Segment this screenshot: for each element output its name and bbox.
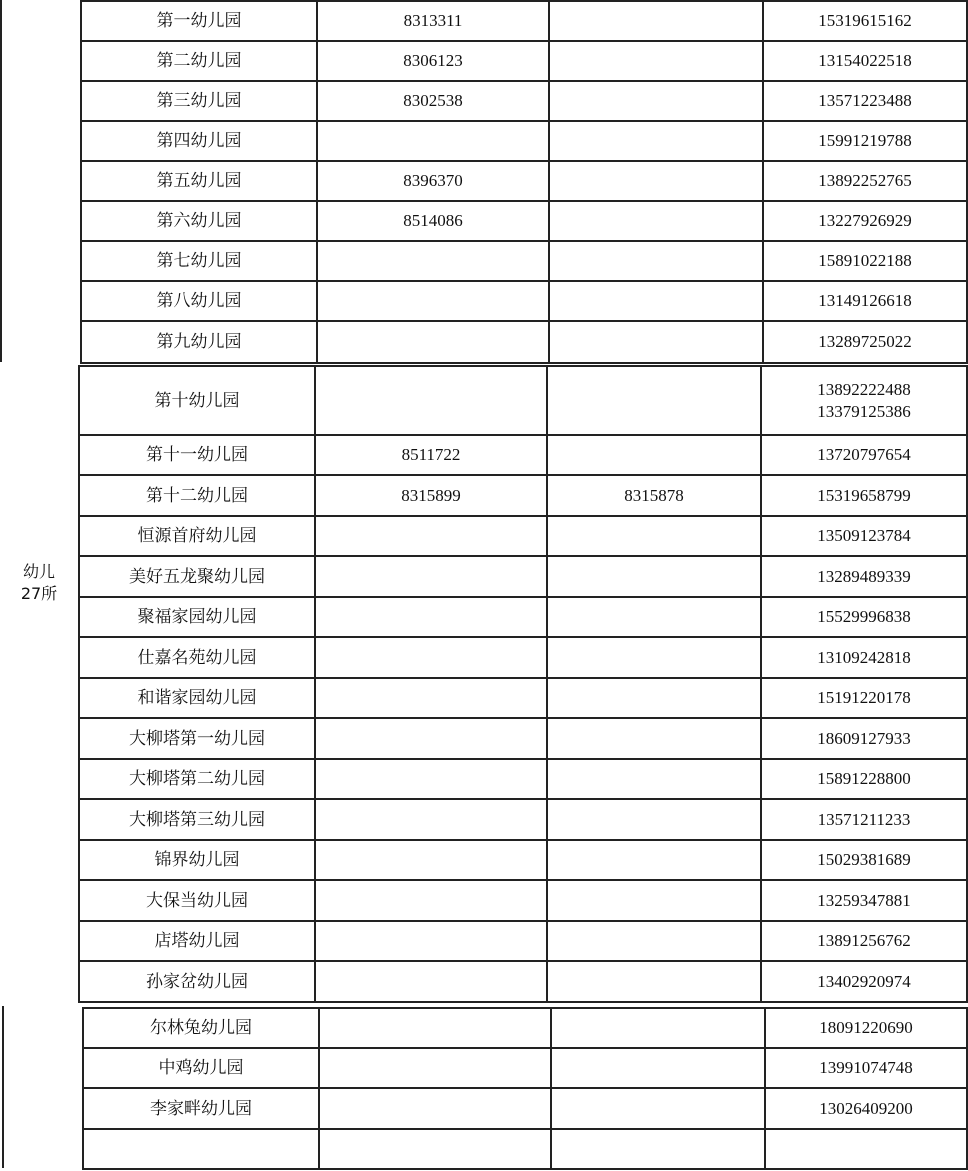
mobile-number: 13026409200 bbox=[819, 1098, 913, 1118]
table-row bbox=[79, 880, 967, 921]
table-row bbox=[79, 799, 967, 840]
category-line2: 27所 bbox=[20, 584, 58, 603]
mobile-phone-cell bbox=[763, 121, 967, 161]
table-row bbox=[81, 281, 967, 321]
mobile-number: 15319658799 bbox=[817, 485, 911, 505]
mobile-number: 15191220178 bbox=[817, 688, 911, 707]
mobile-phone-cell bbox=[761, 516, 967, 556]
mobile-phone-cell bbox=[765, 1129, 967, 1169]
table-row bbox=[83, 1008, 967, 1048]
mobile-phone-cell bbox=[765, 1088, 967, 1129]
landline-phone-cell bbox=[315, 366, 547, 435]
table-row bbox=[81, 321, 967, 363]
kindergarten-name-cell: 恒源首府幼儿园 bbox=[79, 516, 315, 556]
second-phone-cell bbox=[549, 281, 763, 321]
second-phone-cell: 8315878 bbox=[547, 475, 761, 516]
kindergarten-name-cell: 大柳塔第三幼儿园 bbox=[79, 799, 315, 840]
landline-phone-cell bbox=[319, 1048, 551, 1088]
second-phone-cell bbox=[547, 556, 761, 597]
kindergarten-name-cell: 仕嘉名苑幼儿园 bbox=[79, 637, 315, 678]
second-phone-cell bbox=[549, 321, 763, 363]
second-phone-cell bbox=[547, 718, 761, 759]
left-border-seg3 bbox=[2, 1006, 4, 1168]
mobile-phone-cell bbox=[761, 556, 967, 597]
kindergarten-name-cell: 第九幼儿园 bbox=[81, 321, 317, 363]
second-phone-cell bbox=[549, 121, 763, 161]
second-phone-cell bbox=[547, 840, 761, 880]
mobile-number: 13259347881 bbox=[817, 890, 911, 910]
second-phone-cell bbox=[549, 241, 763, 281]
kindergarten-name-cell: 中鸡幼儿园 bbox=[83, 1048, 319, 1088]
second-phone-cell bbox=[547, 880, 761, 921]
kindergarten-name-cell: 第三幼儿园 bbox=[81, 81, 317, 121]
landline-phone-cell bbox=[315, 637, 547, 678]
mobile-phone-cell bbox=[763, 41, 967, 81]
mobile-number: 13991074748 bbox=[819, 1058, 913, 1077]
mobile-phone-cell bbox=[761, 475, 967, 516]
table-row bbox=[79, 759, 967, 799]
category-line1: 幼儿 bbox=[22, 562, 55, 581]
second-phone-cell bbox=[547, 799, 761, 840]
table-row bbox=[83, 1129, 967, 1169]
kindergarten-name-cell: 锦界幼儿园 bbox=[79, 840, 315, 880]
second-phone-cell bbox=[547, 637, 761, 678]
mobile-phone-cell bbox=[761, 637, 967, 678]
mobile-number: 13149126618 bbox=[818, 291, 912, 310]
landline-phone-cell bbox=[315, 718, 547, 759]
mobile-phone-cell bbox=[765, 1048, 967, 1088]
table-row bbox=[79, 475, 967, 516]
table-row bbox=[79, 366, 967, 435]
mobile-number: 13289725022 bbox=[818, 332, 912, 351]
kindergarten-name-cell: 尔林兔幼儿园 bbox=[83, 1008, 319, 1048]
landline-phone-cell bbox=[317, 121, 549, 161]
landline-phone-cell: 8315899 bbox=[315, 475, 547, 516]
mobile-number: 13571211233 bbox=[817, 809, 911, 829]
mobile-phone-cell bbox=[761, 678, 967, 718]
second-phone-cell bbox=[549, 41, 763, 81]
second-phone-cell bbox=[547, 516, 761, 556]
table-row bbox=[79, 637, 967, 678]
landline-phone-cell: 8396370 bbox=[317, 161, 549, 201]
second-phone-cell bbox=[549, 81, 763, 121]
second-phone-cell bbox=[547, 678, 761, 718]
second-phone-cell bbox=[547, 759, 761, 799]
landline-phone-cell bbox=[319, 1088, 551, 1129]
mobile-phone-cell bbox=[763, 81, 967, 121]
left-border-seg1 bbox=[0, 0, 2, 362]
landline-phone-cell bbox=[315, 880, 547, 921]
kindergarten-name-cell: 第十一幼儿园 bbox=[79, 435, 315, 475]
landline-phone-cell: 8313311 bbox=[317, 1, 549, 41]
landline-phone-cell bbox=[319, 1129, 551, 1169]
mobile-number: 15891228800 bbox=[817, 769, 911, 788]
second-phone-cell bbox=[551, 1048, 765, 1088]
mobile-phone-cell bbox=[763, 161, 967, 201]
table-row bbox=[79, 678, 967, 718]
mobile-phone-cell bbox=[761, 880, 967, 921]
table-row bbox=[81, 161, 967, 201]
mobile-phone-cell bbox=[761, 759, 967, 799]
second-phone-cell bbox=[547, 961, 761, 1002]
table-row bbox=[81, 1, 967, 41]
landline-phone-cell bbox=[315, 921, 547, 961]
landline-phone-cell bbox=[317, 281, 549, 321]
kindergarten-name-cell: 孙家岔幼儿园 bbox=[79, 961, 315, 1002]
kindergarten-name-cell: 店塔幼儿园 bbox=[79, 921, 315, 961]
table-row bbox=[79, 961, 967, 1002]
table-row bbox=[81, 81, 967, 121]
mobile-phone-cell bbox=[761, 435, 967, 475]
mobile-number: 15891022188 bbox=[818, 251, 912, 270]
kindergarten-name-cell: 大保当幼儿园 bbox=[79, 880, 315, 921]
mobile-phone-cell bbox=[763, 1, 967, 41]
kindergarten-name-cell: 第十二幼儿园 bbox=[79, 475, 315, 516]
kindergarten-name-cell: 聚福家园幼儿园 bbox=[79, 597, 315, 637]
table-row bbox=[81, 121, 967, 161]
mobile-number: 15319615162 bbox=[818, 11, 912, 30]
mobile-phone-cell bbox=[761, 366, 967, 435]
kindergarten-name-cell: 第七幼儿园 bbox=[81, 241, 317, 281]
mobile-phone-cell bbox=[763, 241, 967, 281]
mobile-phone-cell bbox=[761, 718, 967, 759]
mobile-number: 15991219788 bbox=[818, 131, 912, 150]
table-row bbox=[83, 1048, 967, 1088]
mobile-phone-cell bbox=[765, 1008, 967, 1048]
kindergarten-name-cell: 第四幼儿园 bbox=[81, 121, 317, 161]
table-row bbox=[79, 840, 967, 880]
table-row bbox=[83, 1088, 967, 1129]
second-phone-cell bbox=[547, 597, 761, 637]
landline-phone-cell bbox=[315, 516, 547, 556]
mobile-phone-cell bbox=[763, 201, 967, 241]
landline-phone-cell: 8306123 bbox=[317, 41, 549, 81]
landline-phone-cell bbox=[315, 597, 547, 637]
landline-phone-cell bbox=[315, 799, 547, 840]
landline-phone-cell bbox=[317, 241, 549, 281]
kindergarten-name-cell: 大柳塔第一幼儿园 bbox=[79, 718, 315, 759]
kindergarten-name-cell bbox=[83, 1129, 319, 1169]
mobile-number: 13379125386 bbox=[817, 401, 911, 421]
mobile-number: 13402920974 bbox=[817, 971, 911, 991]
mobile-number: 13154022518 bbox=[818, 51, 912, 70]
landline-phone-cell bbox=[315, 556, 547, 597]
mobile-number: 13720797654 bbox=[817, 445, 911, 464]
kindergarten-name-cell: 大柳塔第二幼儿园 bbox=[79, 759, 315, 799]
kindergarten-name-cell: 第五幼儿园 bbox=[81, 161, 317, 201]
kindergarten-table-segment-1 bbox=[80, 0, 968, 364]
mobile-phone-cell bbox=[763, 321, 967, 363]
landline-phone-cell: 8302538 bbox=[317, 81, 549, 121]
kindergarten-name-cell: 第二幼儿园 bbox=[81, 41, 317, 81]
second-phone-cell bbox=[549, 161, 763, 201]
table-row bbox=[81, 41, 967, 81]
kindergarten-name-cell: 李家畔幼儿园 bbox=[83, 1088, 319, 1129]
kindergarten-name-cell: 第八幼儿园 bbox=[81, 281, 317, 321]
second-phone-cell bbox=[551, 1129, 765, 1169]
kindergarten-table-segment-2 bbox=[78, 365, 968, 1003]
table-row bbox=[79, 516, 967, 556]
mobile-number: 13571223488 bbox=[818, 91, 912, 110]
mobile-phone-cell bbox=[761, 961, 967, 1002]
kindergarten-table-segment-3 bbox=[82, 1007, 968, 1170]
mobile-number: 13289489339 bbox=[817, 566, 911, 586]
second-phone-cell bbox=[551, 1088, 765, 1129]
mobile-number: 13891256762 bbox=[817, 931, 911, 950]
mobile-number: 15529996838 bbox=[817, 607, 911, 626]
kindergarten-name-cell: 和谐家园幼儿园 bbox=[79, 678, 315, 718]
second-phone-cell bbox=[547, 435, 761, 475]
kindergarten-name-cell: 第一幼儿园 bbox=[81, 1, 317, 41]
table-row bbox=[81, 241, 967, 281]
mobile-number: 13892222488 bbox=[817, 379, 911, 399]
table-row bbox=[79, 597, 967, 637]
mobile-number: 15029381689 bbox=[817, 850, 911, 869]
kindergarten-name-cell: 第六幼儿园 bbox=[81, 201, 317, 241]
landline-phone-cell: 8514086 bbox=[317, 201, 549, 241]
mobile-phone-cell bbox=[761, 921, 967, 961]
kindergarten-name-cell: 第十幼儿园 bbox=[79, 366, 315, 435]
mobile-phone-cell bbox=[761, 597, 967, 637]
second-phone-cell bbox=[547, 366, 761, 435]
table-row bbox=[79, 921, 967, 961]
mobile-phone-cell bbox=[761, 799, 967, 840]
landline-phone-cell bbox=[317, 321, 549, 363]
landline-phone-cell bbox=[315, 961, 547, 1002]
second-phone-cell bbox=[549, 201, 763, 241]
second-phone-cell bbox=[551, 1008, 765, 1048]
table-row bbox=[79, 556, 967, 597]
mobile-number: 18091220690 bbox=[819, 1018, 913, 1037]
landline-phone-cell bbox=[315, 840, 547, 880]
mobile-number: 18609127933 bbox=[817, 728, 911, 748]
landline-phone-cell bbox=[315, 759, 547, 799]
landline-phone-cell: 8511722 bbox=[315, 435, 547, 475]
second-phone-cell bbox=[549, 1, 763, 41]
mobile-number: 13109242818 bbox=[817, 647, 911, 667]
mobile-number: 13892252765 bbox=[818, 171, 912, 190]
table-row bbox=[81, 201, 967, 241]
mobile-phone-cell bbox=[761, 840, 967, 880]
kindergarten-name-cell: 美好五龙聚幼儿园 bbox=[79, 556, 315, 597]
mobile-number: 13227926929 bbox=[818, 211, 912, 230]
table-row bbox=[79, 435, 967, 475]
mobile-number: 13509123784 bbox=[817, 526, 911, 545]
landline-phone-cell bbox=[315, 678, 547, 718]
landline-phone-cell bbox=[319, 1008, 551, 1048]
mobile-phone-cell bbox=[763, 281, 967, 321]
category-label bbox=[10, 561, 68, 605]
second-phone-cell bbox=[547, 921, 761, 961]
table-row bbox=[79, 718, 967, 759]
